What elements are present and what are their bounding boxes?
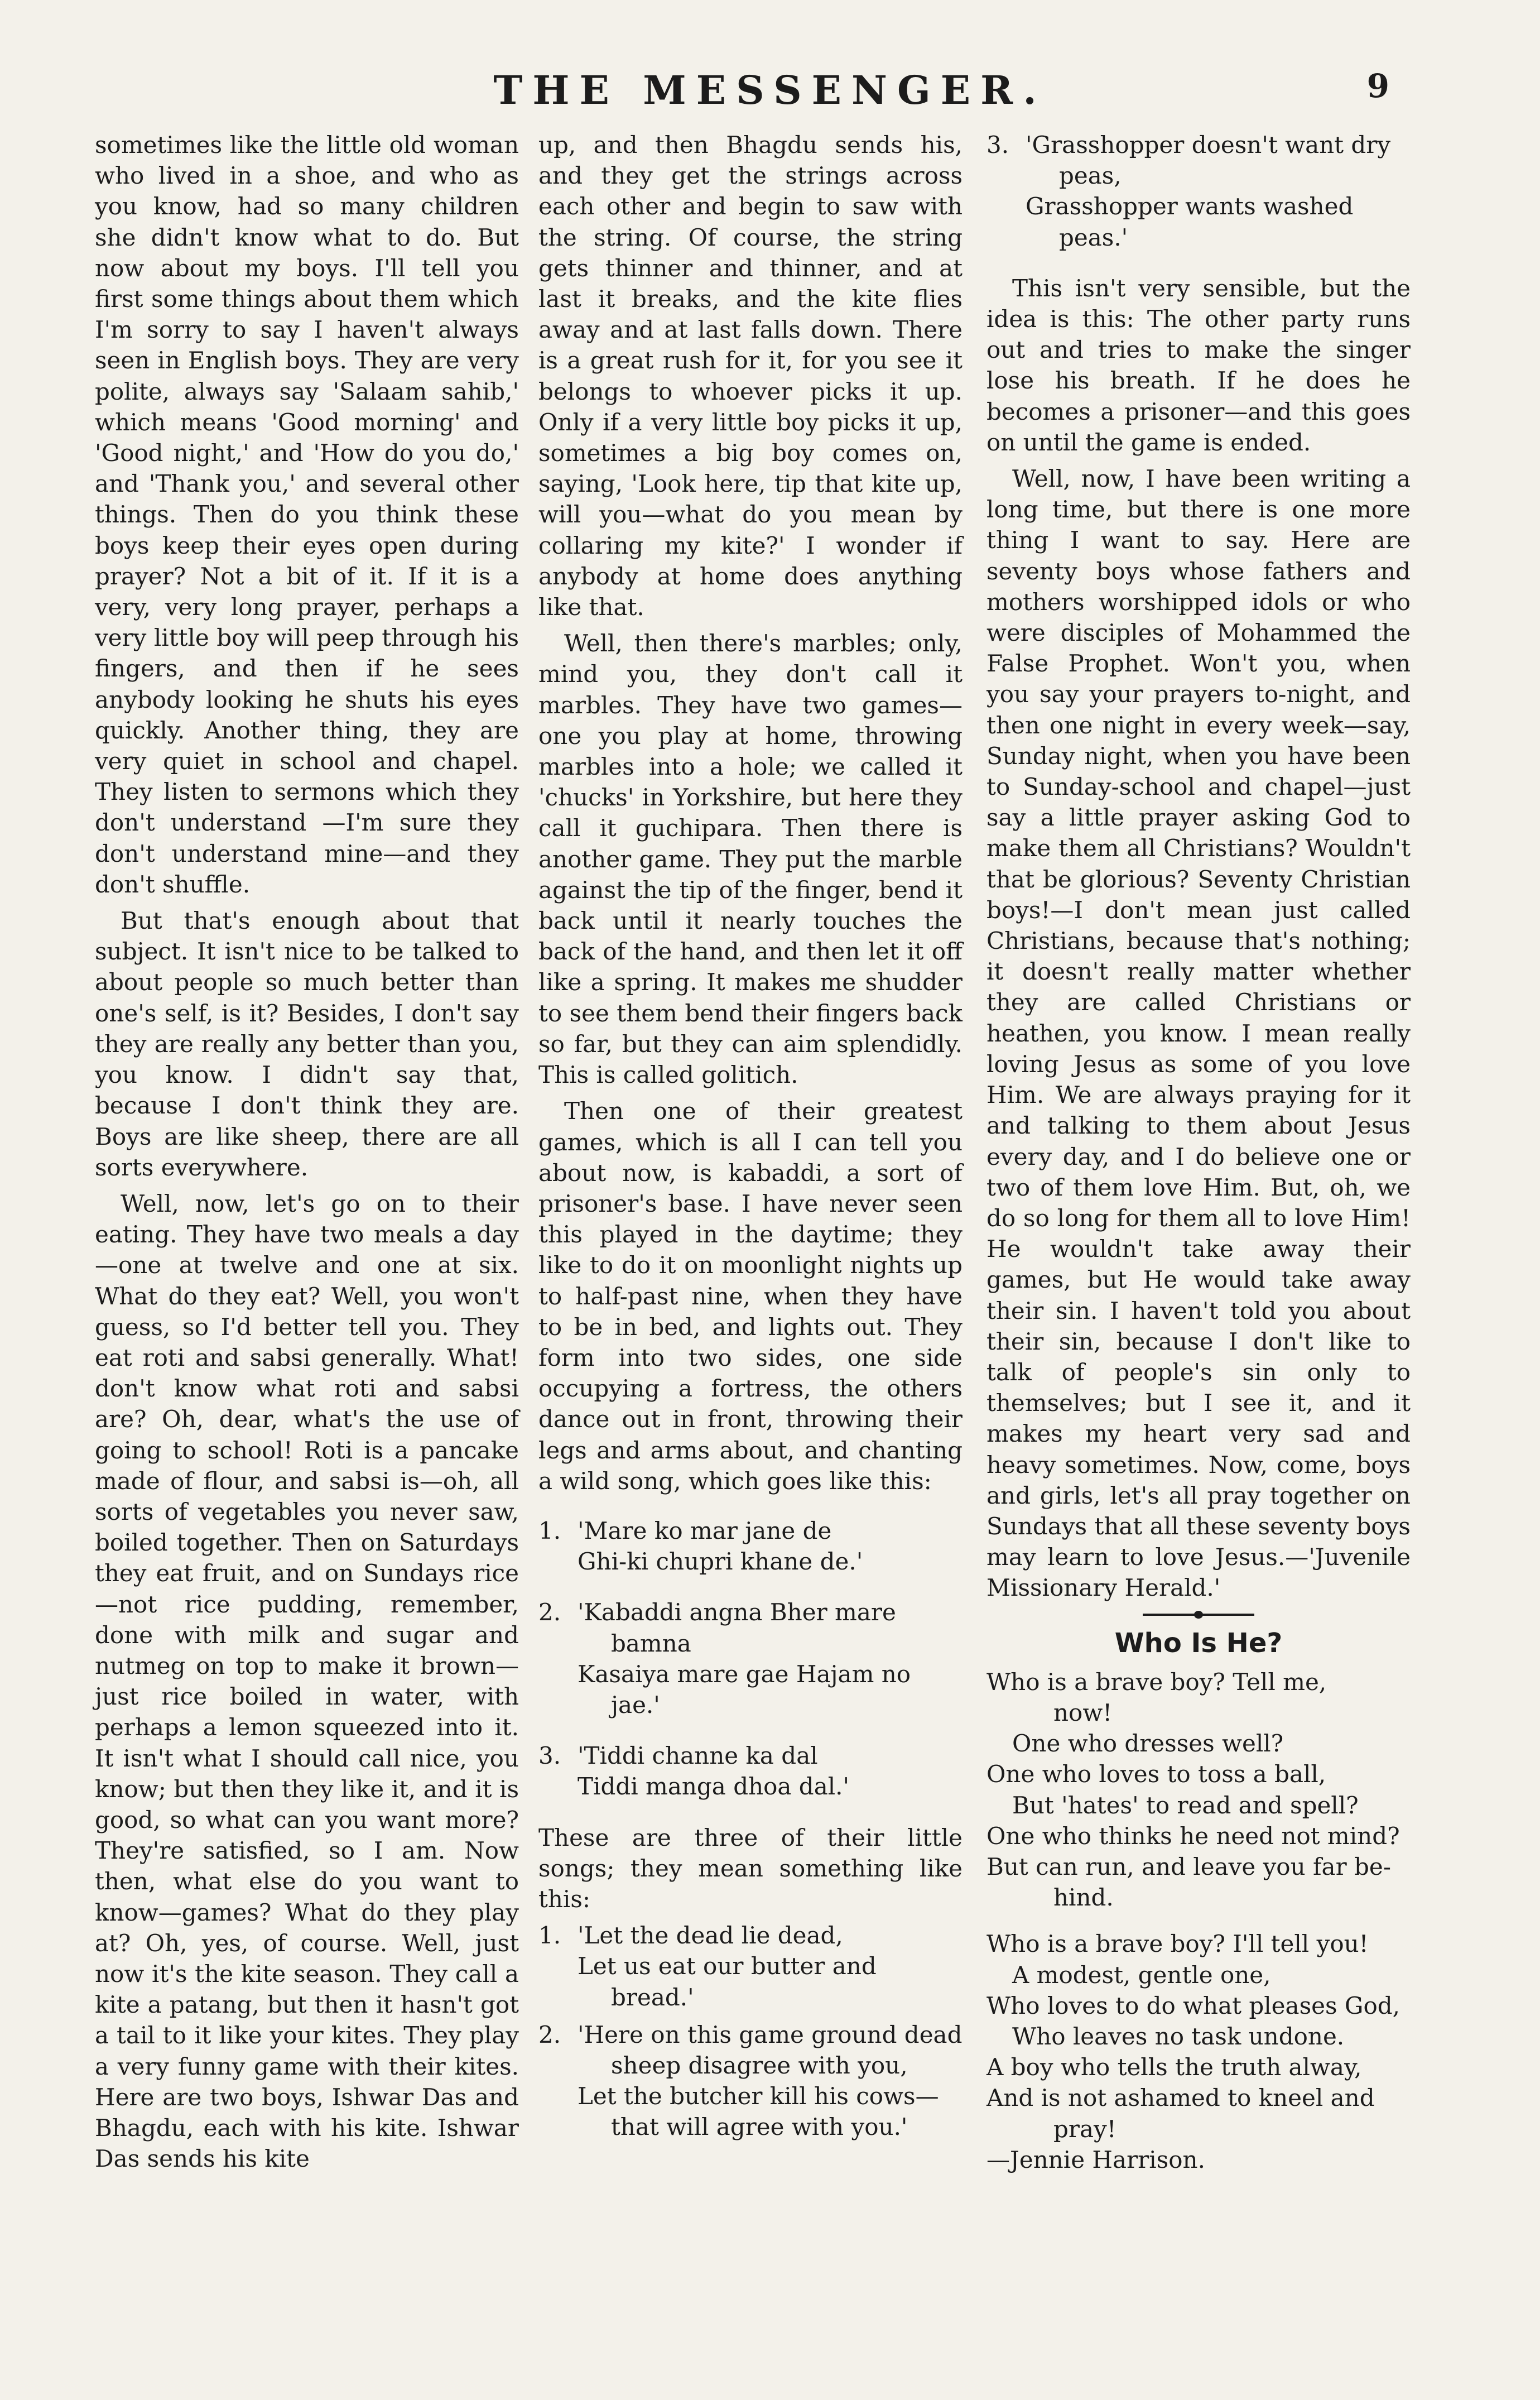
poem-line: And is not ashamed to kneel and [986, 2084, 1375, 2112]
poem-line: One who thinks he need not mind? [986, 1822, 1400, 1850]
poem-stanza [986, 1667, 1411, 1913]
page-header [0, 67, 1540, 128]
paragraph: Well, then there's marbles; only, mind you, they don't call it marbles. They have two games—one you play at home, throwing marbles into a hole; we called it 'chucks' in Yorkshire, but here they call it guchipara. Then there is another game. They put the marble against the tip of the finger, bend it back until it nearly touches the back of the hand, and then let it off like a spring. It makes me shudder to see them bend their fingers back so far, but they can aim splendidly. This is called golitich. [538, 630, 963, 1089]
paragraph: Well, now, let's go on to their eating. They have two meals a day—one at twelve and one at six. What do they eat? Well, you won't guess, so I'd better tell you. They eat roti and sabsi generally. What! don't know what roti and sabsi are? Oh, dear, what's the use of going to school! Roti is a pancake made of flour, and sabsi is—oh, all sorts of vegetables you never saw, boiled together. Then on Saturdays they eat fruit, and on Sundays rice—not rice pudding, remember, done with milk and sugar and nutmeg on top to make it brown—just rice boiled in water, with perhaps a lemon squeezed into it. It isn't what I should call nice, you know; but then they like it, and it is good, so what can you want more? They're satisfied, so I am. Now then, what else do you want to know—games? What do they play at? Oh, yes, of course. Well, just now it's the kite season. They call a kite a patang, but then it hasn't got a tail to it like your kites. They play a very funny game with their kites. Here are two boys, Ishwar Das and Bhagdu, each with his kite. Ishwar Das sends his kite [95, 1189, 519, 2173]
poem-line: A modest, gentle one, [1012, 1961, 1271, 1989]
poem-line: pray! [1053, 2115, 1116, 2143]
translation-item [538, 2019, 963, 2143]
poem-line: now! [1053, 1698, 1113, 1726]
poem-line: Who is a brave boy? Tell me, [986, 1668, 1327, 1696]
poem-author: —Jennie Harrison. [986, 2145, 1205, 2173]
paragraph: This isn't very sensible, but the idea is this: The other party runs out and tries to make the singer lose his breath. If he does he becomes a prisoner—and this goes on until the game is ended. [986, 274, 1411, 456]
poem-line: But 'hates' to read and spell? [1012, 1791, 1359, 1819]
song-item [538, 1515, 963, 1577]
poem-line: Who leaves no task undone. [1012, 2022, 1345, 2050]
paragraph: Well, now, I have been writing a long time, but there is one more thing I want to say. Here are seventy boys whose fathers and mothers worshipped idols or who were disciples of Mohammed the False Prophet. Won't you, when you say your prayers to-night, and then one night in every week—say, Sunday night, when you have been to Sunday-school and chapel—just say a little prayer asking God to make them all Christians? Wouldn't that be glorious? Seventy Christian boys!—I don't mean just called Christians, because that's nothing; it doesn't really matter whether they are called Christians or heathen, you know. I mean really loving Jesus as some of you love Him. We are always praying for it and talking to them about Jesus every day, and I do believe one or two of them love Him. But, oh, we do so long for them all to love Him! He wouldn't take away their games, but He would take away their sin. I haven't told you about their sin, because I don't like to talk of people's sin only to themselves; but I see it, and it makes my heart very sad and heavy sometimes. Now, come, boys and girls, let's all pray together on Sundays that all these seventy boys may learn to love Jesus.—'Juvenile Missionary Herald.' [986, 465, 1411, 1602]
page-number: 9 [1366, 67, 1389, 105]
paragraph: But that's enough about that subject. It isn't nice to be talked to about people so much better than one's self, is it? Besides, I don't say they are really any better than you, you know. I didn't say that, because I don't think they are. Boys are like sheep, there are all sorts everywhere. [95, 907, 519, 1181]
song-line: 'Mare ko mar jane de [578, 1516, 832, 1544]
translation-line: Let us eat our butter and [578, 1952, 877, 1980]
poem-line: A boy who tells the truth alway, [986, 2053, 1362, 2081]
song-line: 'Tiddi channe ka dal [578, 1742, 818, 1770]
song-number: 3. [538, 1742, 561, 1770]
song-line: 'Kabaddi angna Bher mare [578, 1599, 896, 1626]
poem-stanza [986, 1928, 1411, 2144]
translation-line: 'Grasshopper doesn't want dry [1026, 131, 1391, 159]
song-line: Ghi-ki chupri khane de.' [578, 1548, 863, 1576]
translation-number: 2. [538, 2020, 561, 2048]
translation-item [538, 1920, 963, 2013]
song-line: Tiddi manga dhoa dal.' [578, 1773, 850, 1801]
paragraph: sometimes like the little old woman who lived in a shoe, and who as you know, had so many children she didn't know what to do. But now about my boys. I'll tell you first some things about them which I'm sorry to say I haven't always seen in English boys. They are very polite, always say 'Salaam sahib,' which means 'Good morning' and 'Good night,' and 'How do you do,' and 'Thank you,' and several other things. Then do you think these boys keep their eyes open during prayer? Not a bit of it. If it is a very, very long prayer, perhaps a very little boy will peep through his fingers, and then if he sees anybody looking he shuts his eyes quickly. Another thing, they are very quiet in school and chapel. They listen to sermons which they don't understand —I'm sure they don't understand mine—and they don't shuffle. [95, 131, 519, 898]
translation-line: bread.' [611, 1983, 694, 2011]
translation-number: 1. [538, 1922, 561, 1950]
song-line: Kasaiya mare gae Hajam no [578, 1660, 911, 1688]
column-1 [95, 129, 519, 2180]
song-item [538, 1740, 963, 1802]
translation-line: Grasshopper wants washed [1026, 193, 1354, 220]
translation-line: that will agree with you.' [611, 2113, 908, 2141]
translation-item [986, 129, 1411, 253]
column-2 [538, 129, 963, 2149]
masthead: THE MESSENGER. [493, 67, 1047, 113]
translation-line: 'Let the dead lie dead, [578, 1922, 843, 1950]
poem-line: One who loves to toss a ball, [986, 1760, 1326, 1788]
song-line: bamna [611, 1629, 691, 1657]
poem-line: But can run, and leave you far be- [986, 1852, 1391, 1880]
section-divider [1143, 1614, 1254, 1616]
translation-line: Let the butcher kill his cows— [578, 2082, 939, 2110]
poem-line: One who dresses well? [1012, 1730, 1284, 1758]
song-number: 1. [538, 1516, 561, 1544]
song-number: 2. [538, 1599, 561, 1626]
song-item [538, 1597, 963, 1720]
translation-line: 'Here on this game ground dead [578, 2020, 963, 2048]
paragraph: Then one of their greatest games, which is all I can tell you about now, is kabaddi, a sort of prisoner's base. I have never seen this played in the daytime; they like to do it on moonlight nights up to half-past nine, when they have to be in bed, and lights out. They form into two sides, one side occupying a fortress, the others dance out in front, throwing their legs and arms about, and chanting a wild song, which goes like this: [538, 1097, 963, 1495]
translation-line: peas, [1059, 162, 1122, 190]
translation-line: sheep disagree with you, [611, 2051, 908, 2079]
poem-line: hind. [1053, 1884, 1114, 1912]
paragraph: These are three of their little songs; they mean something like this: [538, 1823, 963, 1913]
poem-title: Who Is He? [1114, 1627, 1283, 1659]
translation-number: 3. [986, 131, 1009, 159]
column-3 [986, 129, 1411, 2175]
paragraph: up, and then Bhagdu sends his, and they get the strings across each other and begin to saw with the string. Of course, the string gets thinner and thinner, and at last it breaks, and the kite flies away and at last falls down. There is a great rush for it, for you see it belongs to whoever picks it up. Only if a very little boy picks it up, sometimes a big boy comes on, saying, 'Look here, tip that kite up, will you—what do you mean by collaring my kite?' I wonder if anybody at home does anything like that. [538, 131, 963, 621]
poem-line: Who is a brave boy? I'll tell you! [986, 1930, 1369, 1958]
song-line: jae.' [611, 1691, 660, 1719]
translation-line: peas.' [1059, 223, 1128, 251]
poem-line: Who loves to do what pleases God, [986, 1991, 1400, 2019]
